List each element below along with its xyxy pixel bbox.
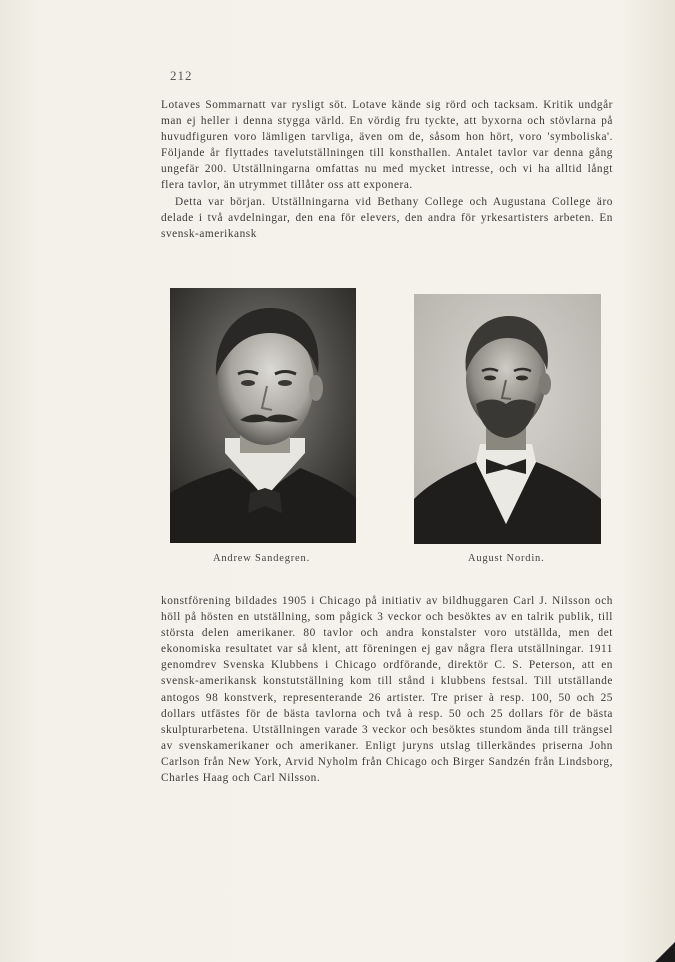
portrait-photo — [414, 294, 601, 544]
photo-caption-left: Andrew Sandegren. — [213, 553, 310, 564]
page-corner-mark — [649, 936, 675, 962]
photo-caption-right: August Nordin. — [468, 553, 545, 564]
portrait-photo-andrew-sandegren — [170, 288, 356, 543]
page-number: 212 — [170, 68, 193, 83]
paragraph: Detta var början. Utställningarna vid Bethany College och Augustana College äro delade i två avdelningar, den ena för elevers, den andra för yrkesartisters arbeten. En svensk-amerikansk — [161, 195, 613, 240]
paragraph: Lotaves Sommarnatt var rysligt söt. Lotave kände sig rörd och tacksam. Kritik undgår man ej heller i denna stygga värld. En vördig fru tyckte, att byxorna och stövlarna på huvudfiguren voro lämligen tarvliga, även om de, såsom hon hört, voro 'symboliska'. Följande år flyttades tavelutställningen till konsthallen. Antalet tavlor var denna gång ungefär 200. Utställningarna omfattas nu med mycket intresse, och vi ha alltid långt flera tavlor, än utrymmet tillåter oss att exponera. — [161, 99, 613, 192]
paragraph: konstförening bildades 1905 i Chicago på initiativ av bildhuggaren Carl J. Nilsson och höll på hösten en utställning, som pågick 3 veckor och besöktes av en talrik publik, till största delen amerikaner. 80 tavlor och andra konstalster voro utställda, men det ekonomiska resultatet var så klent, att föreningen ej gav några flera utställningar. 1911 genomdrev Svenska Klubbens i Chicago ordförande, direktör C. S. Peterson, att en svensk-amerikansk konstutställning kom till stånd i klubbens festsal. Till utställande antogos 98 konstverk, representerande 26 artister. Tre priser à resp. 100, 50 och 25 dollars utfästes för de bästa tavlorna och två à resp. 50 och 25 dollars för de bästa skulpturarbetena. Utställningen varade 3 veckor och besöktes stundom ända till trängsel av svenskamerikaner och amerikaner. Enligt juryns utslag tillerkändes priserna John Carlson från New York, Arvid Nyholm från Chicago och Birger Sandzén från Lindsborg, Charles Haag och Carl Nilsson. — [161, 595, 613, 785]
portrait-photo — [170, 288, 356, 543]
body-text-bottom — [161, 593, 613, 786]
portrait-photo-august-nordin — [414, 294, 601, 544]
body-text-top — [161, 97, 613, 242]
